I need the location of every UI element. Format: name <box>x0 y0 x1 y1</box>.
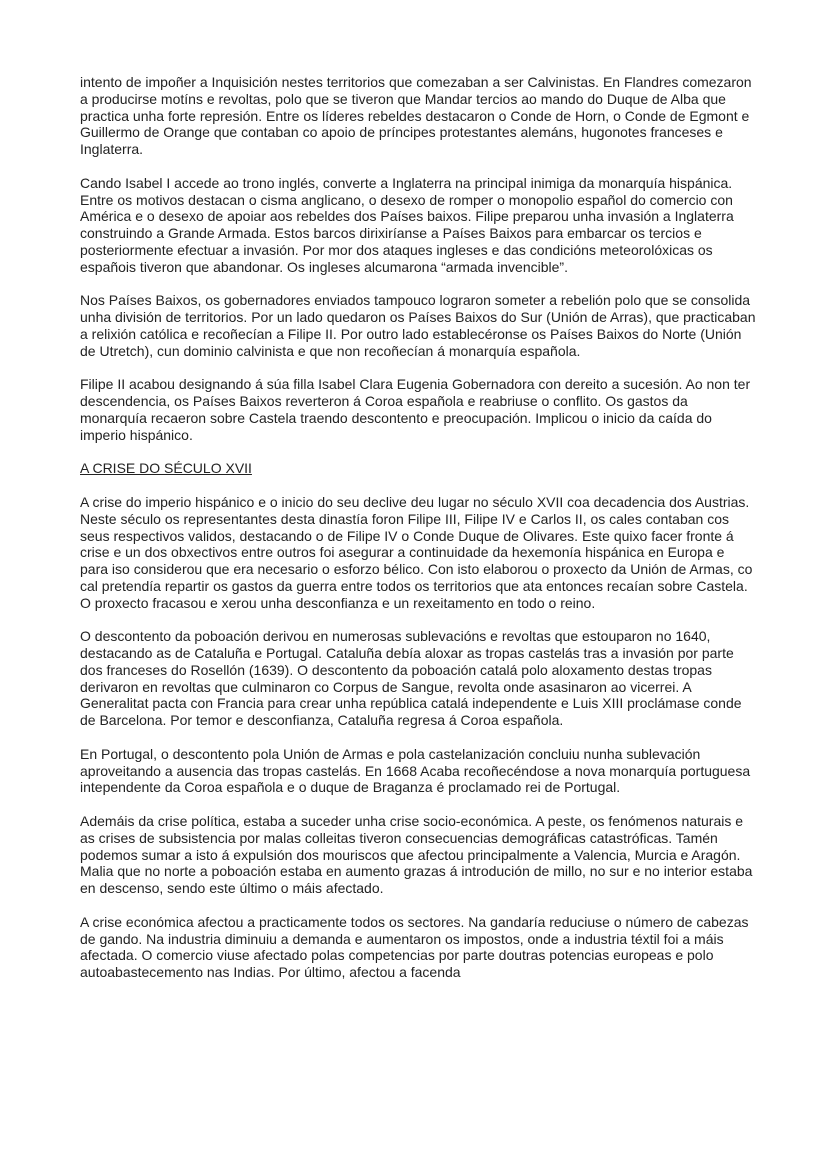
paragraph-crise-economica-sectores: A crise económica afectou a practicamente todos os sectores. Na gandaría reduciuse o número de cabezas de gando. Na industria diminuiu a demanda e aumentaron os impostos, onde a industria téxtil foi a máis afectada. O comercio viuse afectado polas competencias por parte doutras potencias europeas e polo autoabastecemento nas Indias. Por último, afectou a facenda <box>80 913 749 981</box>
section-heading-crise-seculo-xvii: A CRISE DO SÉCULO XVII <box>80 460 252 477</box>
paragraph-crise-socioeconomica: Ademáis da crise política, estaba a suceder unha crise socio-económica. A peste, os fenómenos naturais e as crises de subsistencia por malas colleitas tiveron consecuencias demográficas catastróficas. Tamén podemos sumar a isto á expulsión dos mouriscos que afectou principalmente a Valencia, Murcia e Aragón. Malia que no norte a poboación estaba en aumento grazas á introdución de millo, no sur e no interior estaba en descenso, sendo este último o máis afectado. <box>80 813 753 897</box>
paragraph-revoltas-1640-cataluna: O descontento da poboación derivou en numerosas sublevacións e revoltas que estouparon no 1640, destacando as de Cataluña e Portugal. Cataluña debía aloxar as tropas castelás tras a invasión por parte dos franceses do Rosellón (1639). O descontento da poboación catalá polo aloxamento destas tropas derivaron en revoltas que culminaron co Corpus de Sangue, revolta onde asasinaron ao vicerrei. A Generalitat pacta con Francia para crear unha república catalá independente e Luis XIII proclámase conde de Barcelona. Por temor e desconfianza, Cataluña regresa á Coroa española. <box>80 628 742 729</box>
paragraph-isabel-armada-invencible: Cando Isabel I accede ao trono inglés, converte a Inglaterra na principal inimiga da monarquía hispánica. Entre os motivos destacan o cisma anglicano, o desexo de romper o monopolio español do comercio con América e o desexo de apoiar aos rebeldes dos Países baixos. Filipe preparou unha invasión a Inglaterra construindo a Grande Armada. Estos barcos dirixiríanse a Países Baixos para embarcar os tercios e posteriormente efectuar a invasión. Por mor dos ataques ingleses e das condicións meteorolóxicas os españois tiveron que abandonar. Os ingleses alcumarona “armada invencible”. <box>80 174 734 275</box>
paragraph-portugal-braganza: En Portugal, o descontento pola Unión de Armas e pola castelanización concluiu nunha sublevación aproveitando a ausencia das tropas castelás. En 1668 Acaba recoñecéndose a nova monarquía portuguesa intependente da Coroa española e o duque de Braganza é proclamado rei de Portugal. <box>80 745 751 796</box>
paragraph-decadencia-austrias-olivares: A crise do imperio hispánico e o inicio do seu declive deu lugar no século XVII coa decadencia dos Austrias. Neste século os representantes desta dinastía foron Filipe III, Filipe IV e Carlos II, os cales contaban cos seus respectivos validos, destacando o de Filipe IV o Conde Duque de Olivares. Este quixo facer fronte á crise e un dos obxectivos entre outros foi asegurar a continuidade da hexemonía hispánica en Europa e para iso considerou que era necesario o esforzo bélico. Con isto elaborou o proxecto da Unión de Armas, co cal pretendía repartir os gastos da guerra entre todos os territorios que ata entonces recaían sobre Castela. O proxecto fracasou e xerou unha desconfianza e un rexeitamento en todo o reino. <box>80 493 753 611</box>
document-page <box>80 74 756 998</box>
paragraph-flandres-revolts: intento de impoñer a Inquisición nestes territorios que comezaban a ser Calvinistas. En Flandres comezaron a producirse motíns e revoltas, polo que se tiveron que Mandar tercios ao mando do Duque de Alba que practica unha forte represión. Entre os líderes rebeldes destacaron o Conde de Horn, o Conde de Egmont e Guillermo de Orange que contaban co apoio de príncipes protestantes alemáns, hugonotes franceses e Inglaterra. <box>80 74 752 158</box>
paragraph-isabel-clara-eugenia: Filipe II acabou designando á súa filla Isabel Clara Eugenia Gobernadora con dereito a sucesión. Ao non ter descendencia, os Países Baixos reverteron á Coroa española e reabriuse o conflito. Os gastos da monarquía recaeron sobre Castela traendo descontento e preocupación. Implicou o inicio da caída do imperio hispánico. <box>80 376 751 443</box>
paragraph-paises-baixos-division: Nos Países Baixos, os gobernadores enviados tampouco lograron someter a rebelión polo que se consolida unha división de territorios. Por un lado quedaron os Países Baixos do Sur (Unión de Arras), que practicaban a relixión católica e recoñecían a Filipe II. Por outro lado establecéronse os Países Baixos do Norte (Unión de Utretch), cun dominio calvinista e que non recoñecían á monarquía española. <box>80 292 756 359</box>
